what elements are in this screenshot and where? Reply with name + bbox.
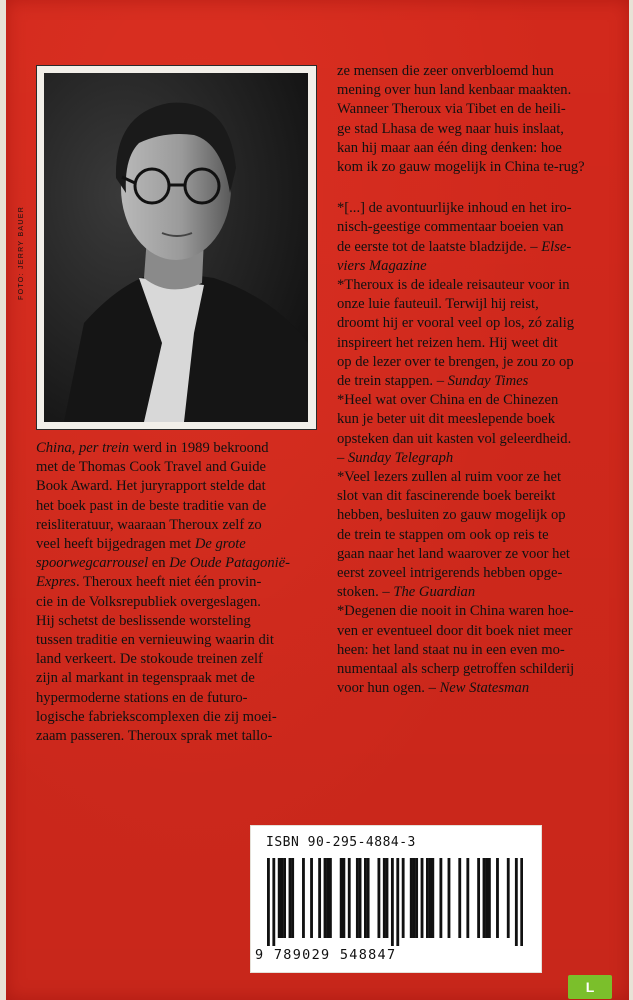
text-line	[36, 593, 326, 612]
barcode-bar	[488, 858, 491, 938]
text-line	[337, 276, 605, 295]
barcode-bar	[426, 858, 429, 938]
text-segment: –	[337, 449, 348, 466]
text-segment: werd in 1989 bekroond	[129, 440, 269, 456]
barcode-bar	[421, 858, 424, 938]
text-segment: voor hun ogen. –	[337, 680, 440, 697]
author-photo-frame	[36, 65, 317, 430]
text-segment: onze luie fauteuil. Terwijl hij reist,	[337, 296, 539, 313]
barcode-bar	[342, 858, 345, 938]
text-line	[36, 458, 326, 477]
barcode-bar	[396, 858, 399, 946]
text-line	[36, 554, 326, 573]
text-segment: cie in de Volksrepubliek overgeslagen.	[36, 593, 261, 610]
back-cover	[6, 0, 629, 1000]
barcode-bar	[520, 858, 523, 946]
barcode-bar	[485, 858, 488, 938]
barcode-bar	[448, 858, 451, 938]
text-line	[36, 477, 326, 496]
left-edge	[0, 0, 6, 1000]
text-line	[337, 257, 605, 276]
barcode-bar	[413, 858, 416, 938]
synopsis-column	[36, 439, 326, 746]
press-quotes	[337, 199, 605, 698]
barcode-bar	[291, 858, 294, 938]
barcode-bar	[364, 858, 367, 938]
text-line	[337, 218, 605, 237]
text-segment: veel heeft bijgedragen met	[36, 536, 195, 553]
text-segment: . Theroux heeft niet één provin-	[75, 574, 262, 591]
text-segment: numentaal als scherp getroffen schilderij	[337, 661, 575, 678]
text-segment: nisch-geestige commentaar boeien van	[337, 219, 564, 236]
text-segment: op de lezer over te brengen, je zou zo op	[337, 353, 574, 370]
text-line	[337, 100, 605, 119]
text-segment: de eerste tot de laatste bladzijde. –	[337, 238, 542, 255]
text-segment: het boek past in de beste traditie van de	[36, 497, 267, 514]
text-line	[337, 430, 605, 449]
text-line	[337, 526, 605, 545]
barcode-bar	[348, 858, 351, 938]
text-segment: de trein te stappen om ook op reis te	[337, 526, 549, 543]
barcode-bar	[496, 858, 499, 938]
barcode-bar	[515, 858, 518, 946]
barcode-bar	[483, 858, 486, 938]
text-line	[337, 602, 605, 621]
text-line	[337, 468, 605, 487]
text-line	[337, 62, 605, 81]
text-segment: slot van dit fascinerende boek bereikt	[337, 488, 556, 505]
text-line	[337, 334, 605, 353]
photo-credit: FOTO: JERRY BAUER	[18, 205, 25, 300]
text-line	[337, 410, 605, 429]
text-segment: Hij schetst de beslissende worsteling	[36, 612, 251, 629]
text-line	[36, 669, 326, 688]
text-segment: eerst zoveel intrigerends hebben opge-	[337, 565, 563, 582]
text-segment: land verkeert. De stokoude treinen zelf	[36, 651, 263, 668]
text-line	[36, 612, 326, 631]
italic-text: Expres	[36, 574, 76, 591]
barcode-bar	[289, 858, 292, 938]
barcode-bar	[283, 858, 286, 938]
text-line	[36, 439, 326, 458]
text-segment: *[...] de avontuurlijke inhoud en het iro-	[337, 200, 572, 217]
synopsis-continuation	[337, 62, 605, 177]
text-segment: reisliteratuur, waaraan Theroux zelf zo	[36, 516, 262, 533]
text-line	[337, 564, 605, 583]
barcode-bar	[272, 858, 275, 946]
text-segment: hypermoderne stations en de futuro-	[36, 689, 248, 706]
author-portrait-image	[44, 73, 308, 422]
isbn-number: ISBN 90-295-4884-3	[266, 835, 416, 850]
text-segment: mening over hun land kenbaar maakten.	[337, 82, 572, 99]
text-line	[36, 689, 326, 708]
text-segment: heen: het land staat nu in een even mo-	[337, 641, 565, 658]
author-photo	[44, 73, 308, 422]
barcode-bar	[324, 858, 327, 938]
text-line	[337, 81, 605, 100]
italic-text: viers Magazine	[337, 257, 427, 274]
text-line	[337, 679, 605, 698]
barcode-icon	[267, 858, 523, 946]
text-segment: Wanneer Theroux via Tibet en de heili-	[337, 101, 566, 118]
text-segment: kan hij maar aan één ding denken: hoe	[337, 139, 562, 156]
barcode-bar	[391, 858, 394, 946]
barcode-bar	[377, 858, 380, 938]
text-segment: tussen traditie en vernieuwing waarin dit	[36, 632, 274, 649]
barcode-bar	[431, 858, 434, 938]
text-line	[337, 641, 605, 660]
text-line	[36, 708, 326, 727]
text-line	[337, 120, 605, 139]
text-segment: en	[148, 555, 170, 572]
italic-text: Sunday Times	[447, 373, 529, 390]
text-line	[337, 391, 605, 410]
italic-text: Else-	[541, 238, 572, 255]
text-line	[36, 650, 326, 669]
barcode-label	[250, 825, 542, 973]
text-segment: inspireert het reizen hem. Hij weet dit	[337, 334, 558, 351]
italic-text: spoorwegcarrousel	[36, 555, 149, 572]
text-line	[36, 727, 326, 746]
barcode-bar	[340, 858, 343, 938]
italic-text: The Guardian	[393, 584, 476, 601]
text-line	[337, 372, 605, 391]
italic-text: De grote	[194, 536, 246, 553]
text-line	[337, 238, 605, 257]
text-segment: droomt hij er vooral veel op los, zó zalig	[337, 315, 575, 332]
text-segment: hebben, besluiten zo gauw mogelijk op	[337, 507, 566, 524]
text-line	[337, 139, 605, 158]
barcode-bar	[302, 858, 305, 938]
text-line	[337, 545, 605, 564]
barcode-bar	[415, 858, 418, 938]
barcode-bar	[359, 858, 362, 938]
barcode-bar	[477, 858, 480, 938]
text-line	[36, 535, 326, 554]
barcode-bar	[329, 858, 332, 938]
text-segment: zijn al markant in tegenspraak met de	[36, 670, 255, 687]
barcode-bar	[367, 858, 370, 938]
barcode-bar	[410, 858, 413, 938]
text-segment: ze mensen die zeer onverbloemd hun	[337, 63, 554, 79]
text-segment: *Veel lezers zullen al ruim voor ze het	[337, 469, 562, 486]
italic-text: New Statesman	[439, 680, 530, 697]
text-segment: opsteken dan uit kasten vol geleerdheid.	[337, 430, 572, 447]
barcode-bar	[507, 858, 510, 938]
text-segment: *Theroux is de ideale reisauteur voor in	[337, 277, 570, 294]
barcode-bar	[267, 858, 270, 946]
text-line	[337, 583, 605, 602]
barcode-bar	[280, 858, 283, 938]
italic-text: China, per trein	[36, 440, 130, 456]
text-segment: gaan naar het land waarover ze voor het	[337, 545, 570, 562]
text-segment: *Degenen die nooit in China waren hoe-	[337, 603, 574, 620]
barcode-bar	[326, 858, 329, 938]
barcode-bar	[429, 858, 432, 938]
text-segment: ven er eventueel door dit boek niet meer	[337, 622, 573, 639]
text-segment: logische fabriekscomplexen die zij moei-	[36, 708, 277, 725]
text-line	[337, 622, 605, 641]
text-segment: kom ik zo gauw mogelijk in China te-rug?	[337, 159, 585, 176]
text-line	[337, 314, 605, 333]
text-line	[337, 353, 605, 372]
text-line	[36, 497, 326, 516]
barcode-bar	[383, 858, 386, 938]
text-segment: ge stad Lhasa de weg naar huis inslaat,	[337, 120, 564, 137]
text-line	[337, 449, 605, 468]
text-line	[36, 516, 326, 535]
text-line	[337, 487, 605, 506]
text-segment: met de Thomas Cook Travel and Guide	[36, 459, 266, 476]
text-segment: stoken. –	[337, 584, 394, 601]
barcode-bar	[402, 858, 405, 938]
text-line	[36, 631, 326, 650]
barcode-bar	[310, 858, 313, 938]
synopsis-continuation-column	[337, 62, 605, 699]
text-line	[36, 573, 326, 592]
text-line	[337, 295, 605, 314]
text-segment: zaam passeren. Theroux sprak met tallo-	[36, 728, 273, 745]
text-segment: *Heel wat over China en de Chinezen	[337, 392, 559, 409]
text-line	[337, 660, 605, 679]
barcode-bar	[356, 858, 359, 938]
barcode-bar	[386, 858, 389, 938]
text-segment: Book Award. Het juryrapport stelde dat	[36, 478, 266, 495]
text-segment: kun je beter uit dit meeslepende boek	[337, 411, 556, 428]
barcode-digits: 9 789029 548847	[255, 947, 397, 963]
publisher-logo: L	[568, 975, 612, 999]
text-line	[337, 158, 605, 177]
barcode-bar	[318, 858, 321, 938]
barcode-bar	[466, 858, 469, 938]
text-line	[337, 199, 605, 218]
barcode-bar	[458, 858, 461, 938]
right-edge	[629, 0, 633, 1000]
text-segment: de trein stappen. –	[337, 373, 448, 390]
italic-text: Sunday Telegraph	[347, 449, 454, 466]
barcode-bar	[439, 858, 442, 938]
barcode-bar	[278, 858, 281, 938]
text-line	[337, 506, 605, 525]
italic-text: De Oude Patagonië-	[169, 555, 291, 572]
